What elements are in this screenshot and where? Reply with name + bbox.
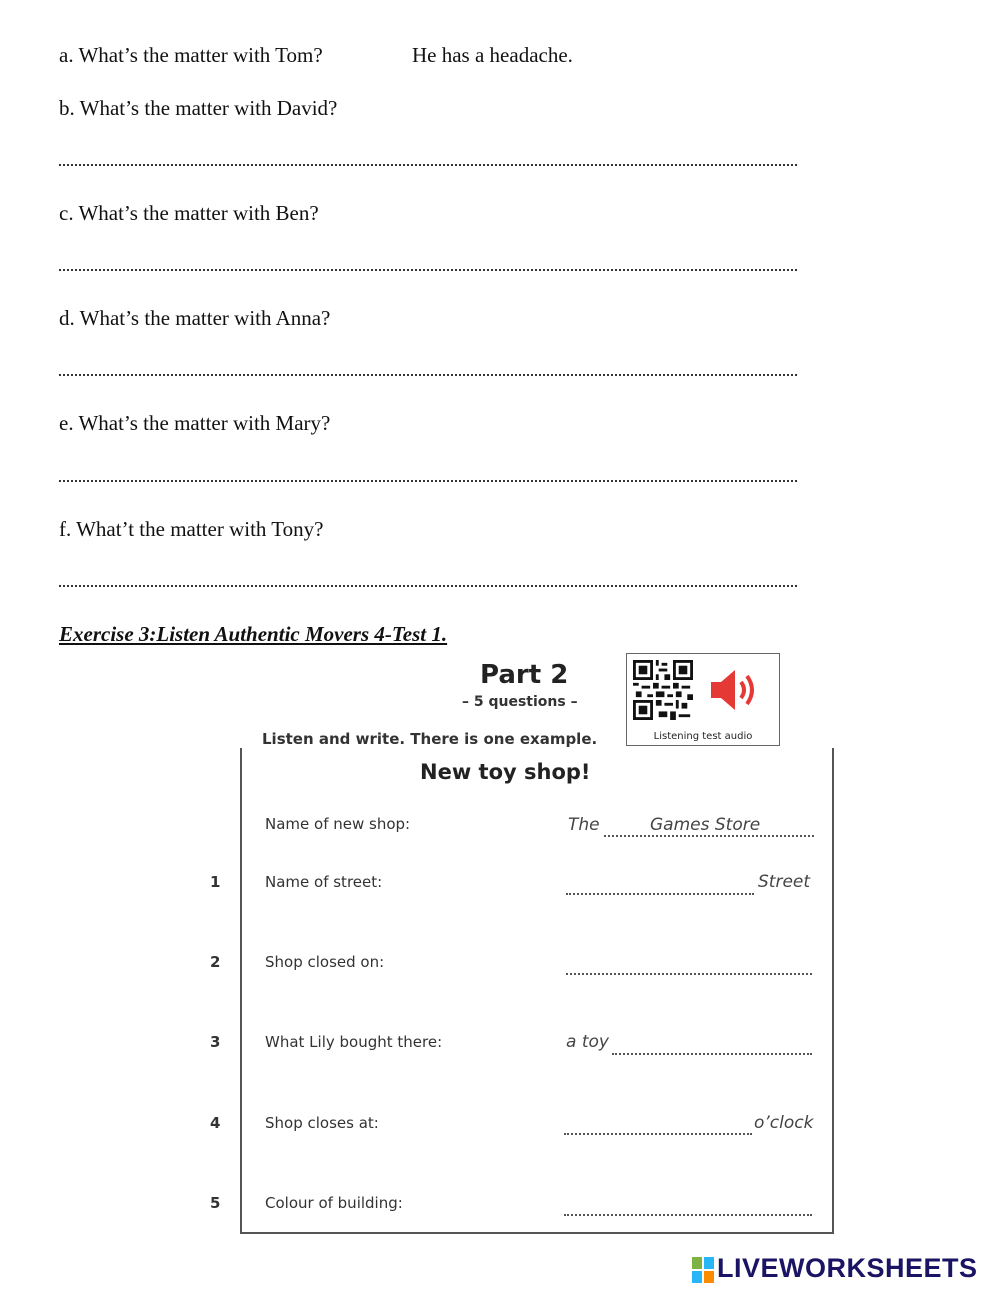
- question-d: d. What’s the matter with Anna?: [59, 306, 331, 330]
- answer-field-1[interactable]: [566, 893, 754, 895]
- qr-code-icon: [633, 660, 693, 720]
- answer-field-3[interactable]: [612, 1053, 812, 1055]
- question-c: c. What’s the matter with Ben?: [59, 201, 319, 225]
- answer-line-c[interactable]: [59, 269, 797, 271]
- row-number-4: 4: [210, 1114, 221, 1132]
- answer-line-e[interactable]: [59, 480, 797, 482]
- question-f: f. What’t the matter with Tony?: [59, 517, 324, 541]
- answer-line-f[interactable]: [59, 585, 797, 587]
- row-label-example: Name of new shop:: [265, 815, 411, 833]
- instruction-text: Listen and write. There is one example.: [262, 730, 598, 748]
- form-title: New toy shop!: [420, 760, 591, 784]
- exercise-3-title: Exercise 3:Listen Authentic Movers 4-Test 1.: [59, 622, 448, 646]
- row-number-3: 3: [210, 1033, 221, 1051]
- question-a: a. What’s the matter with Tom?: [59, 43, 323, 67]
- question-b: b. What’s the matter with David?: [59, 96, 338, 120]
- audio-panel[interactable]: [626, 653, 780, 746]
- row-prefix-3: a toy: [566, 1032, 609, 1052]
- row-label-5: Colour of building:: [265, 1194, 403, 1212]
- answer-line-b[interactable]: [59, 164, 797, 166]
- row-prefix-example: The: [568, 815, 600, 835]
- row-number-2: 2: [210, 953, 221, 971]
- row-label-2: Shop closed on:: [265, 953, 385, 971]
- answer-field-5[interactable]: [564, 1214, 812, 1216]
- row-label-1: Name of street:: [265, 873, 383, 891]
- part-title: Part 2: [480, 660, 569, 690]
- qr-caption: Listening test audio: [653, 731, 753, 742]
- part-subtitle: – 5 questions –: [462, 694, 578, 710]
- answer-line-d[interactable]: [59, 374, 797, 376]
- question-e: e. What’s the matter with Mary?: [59, 411, 331, 435]
- row-suffix-4: o’clock: [754, 1113, 814, 1133]
- answer-field-4[interactable]: [564, 1133, 752, 1135]
- answer-field-2[interactable]: [566, 973, 812, 975]
- speaker-icon: [709, 666, 761, 714]
- liveworksheets-logo-icon: [692, 1254, 714, 1286]
- row-number-5: 5: [210, 1194, 221, 1212]
- row-suffix-1: Street: [758, 872, 811, 892]
- answer-a: He has a headache.: [412, 43, 573, 67]
- example-dots: [604, 835, 814, 837]
- row-label-4: Shop closes at:: [265, 1114, 379, 1132]
- row-label-3: What Lily bought there:: [265, 1033, 443, 1051]
- brand-name[interactable]: LIVEWORKSHEETS: [717, 1253, 978, 1283]
- example-answer: Games Store: [650, 815, 761, 835]
- row-number-1: 1: [210, 873, 221, 891]
